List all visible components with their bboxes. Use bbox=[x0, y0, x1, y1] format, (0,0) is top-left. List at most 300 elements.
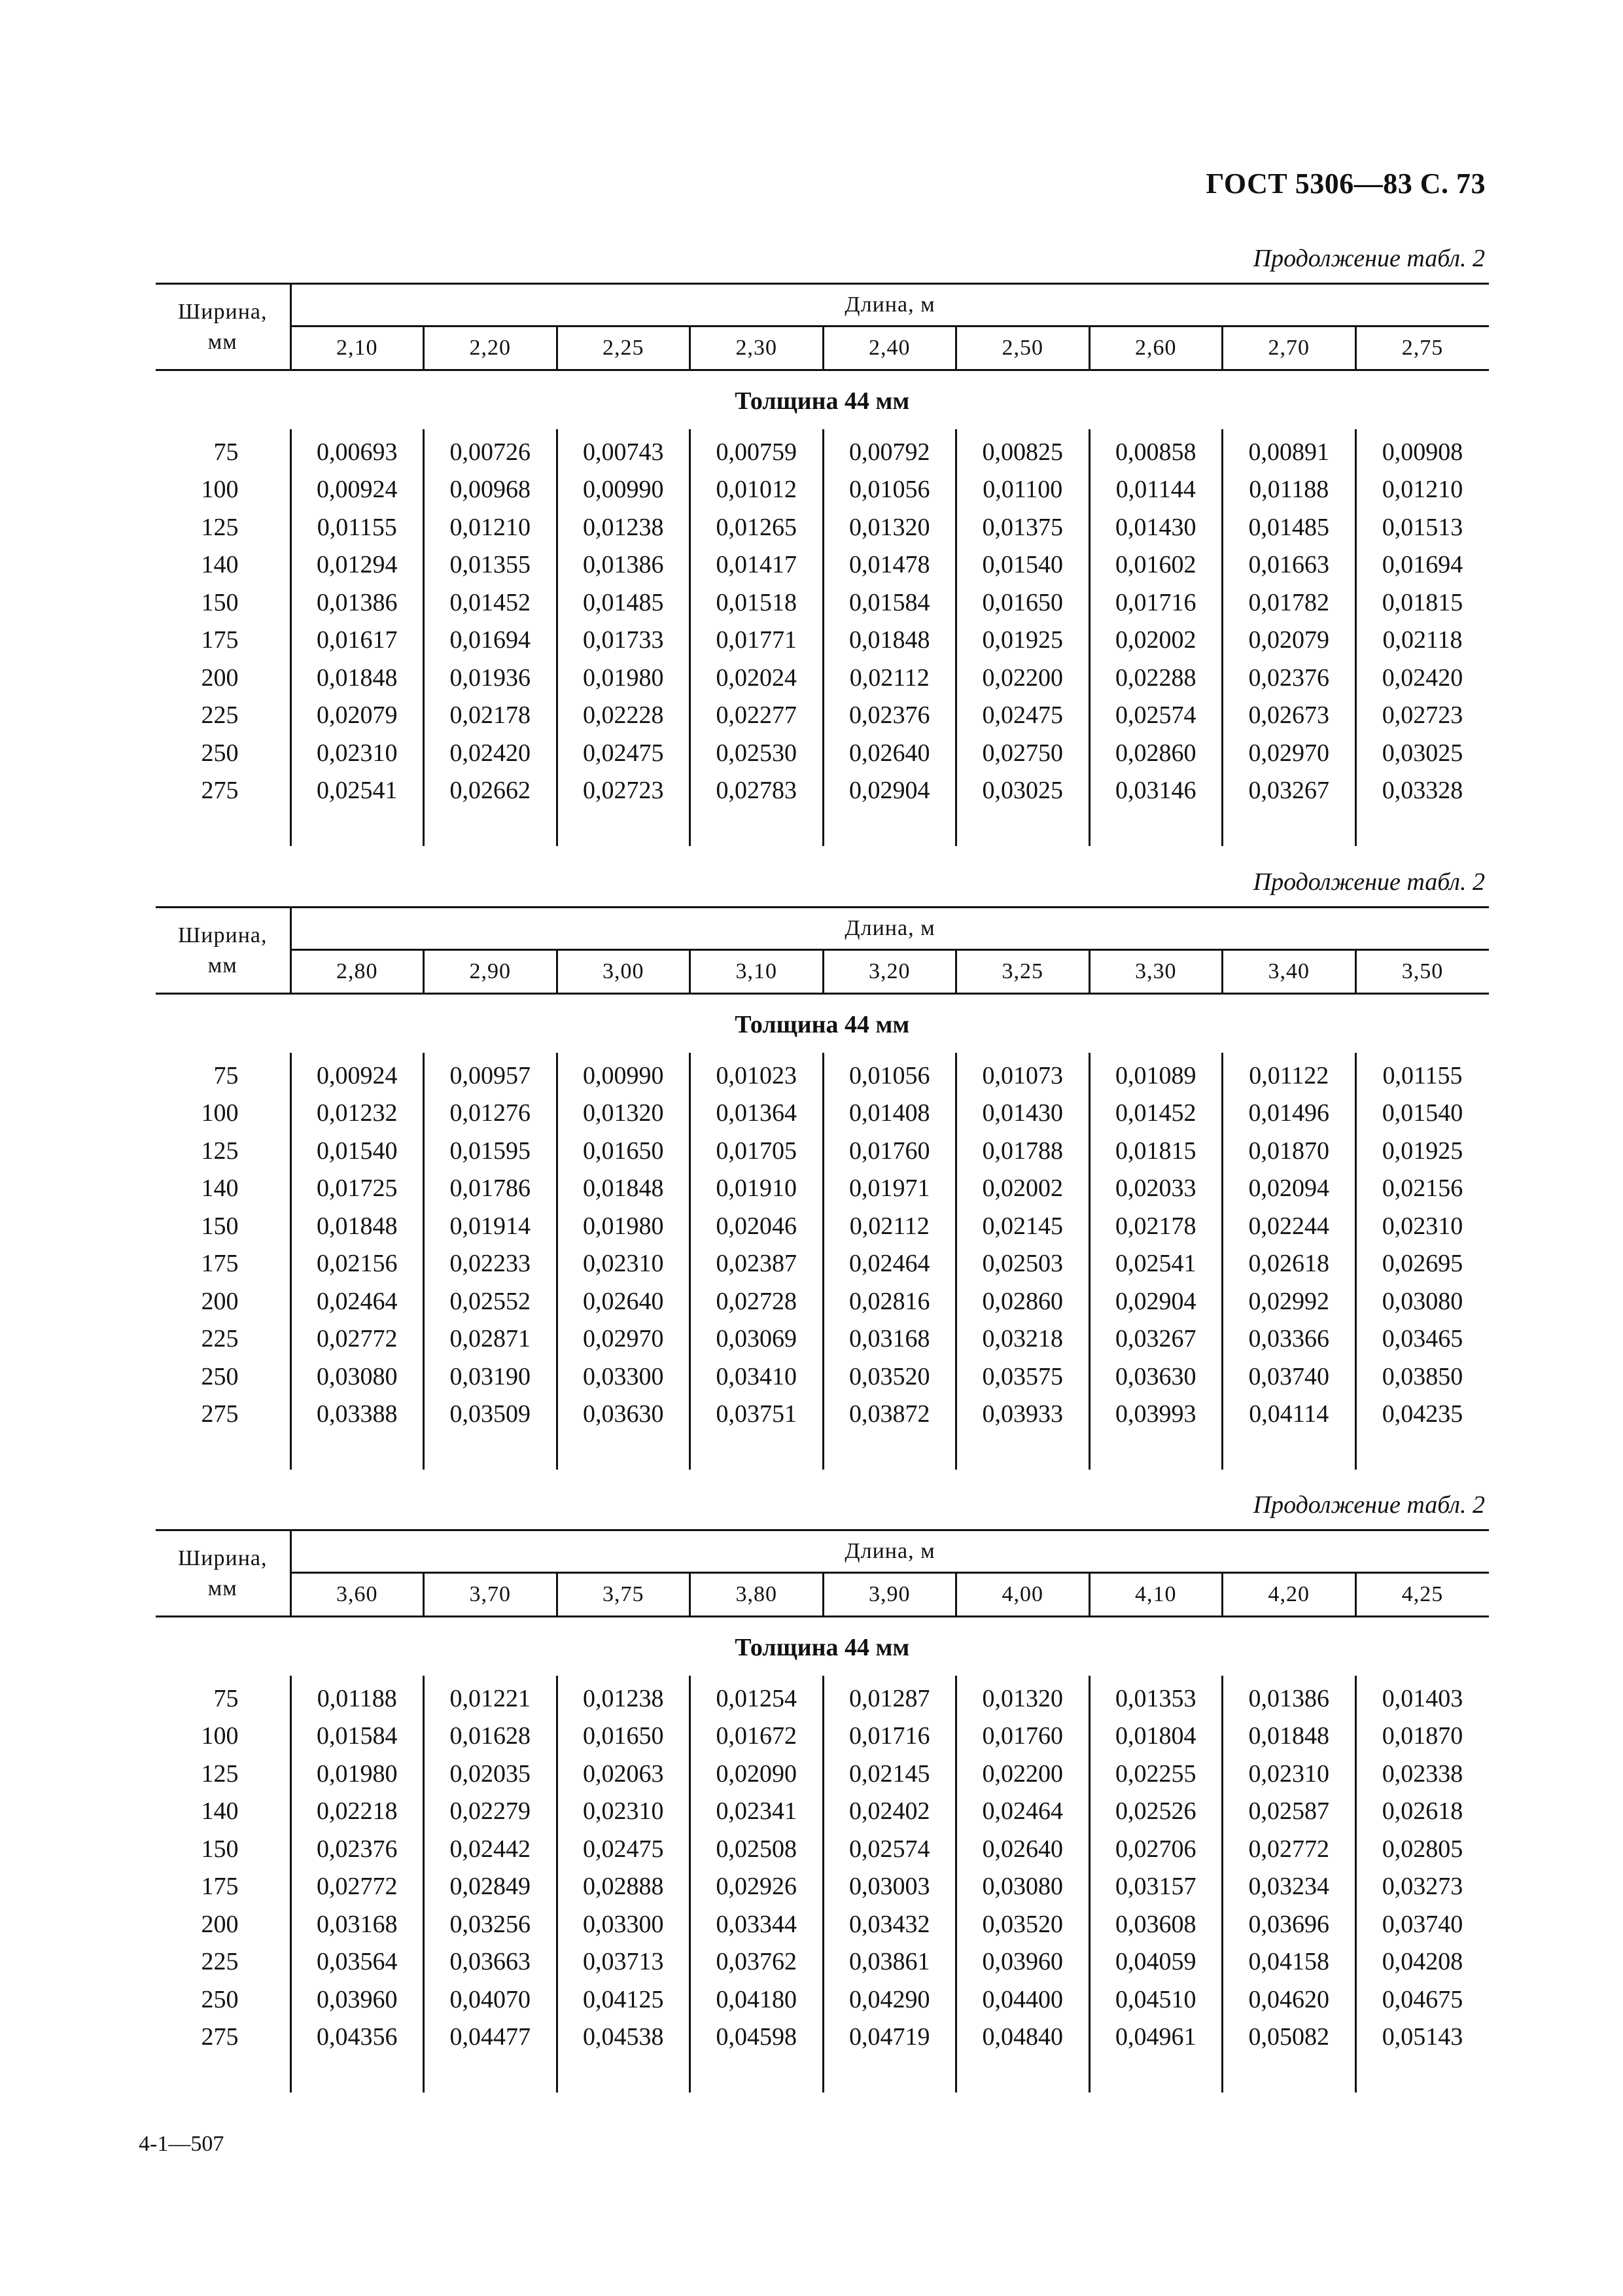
width-header-label: Ширина, bbox=[178, 299, 268, 324]
volume-value-cell: 0,04114 bbox=[1223, 1396, 1356, 1434]
volume-value-cell: 0,01210 bbox=[1355, 471, 1489, 509]
volume-value-cell: 0,03157 bbox=[1089, 1868, 1223, 1906]
volume-value-cell: 0,01518 bbox=[690, 584, 824, 622]
volume-value-cell: 0,02860 bbox=[956, 1282, 1090, 1320]
volume-value-cell: 0,01056 bbox=[823, 471, 956, 509]
volume-value-cell: 0,02640 bbox=[823, 734, 956, 772]
length-column-header: 4,25 bbox=[1355, 1573, 1489, 1617]
volume-value-cell: 0,02618 bbox=[1223, 1245, 1356, 1283]
volume-value-cell: 0,02341 bbox=[690, 1793, 824, 1831]
volume-value-cell: 0,02723 bbox=[557, 772, 690, 810]
width-value: 75 bbox=[213, 1061, 239, 1089]
volume-value-cell: 0,02279 bbox=[424, 1793, 557, 1831]
volume-value-cell: 0,02860 bbox=[1089, 734, 1223, 772]
length-column-header: 3,60 bbox=[290, 1573, 424, 1617]
table-row bbox=[156, 772, 1489, 810]
volume-value-cell: 0,00759 bbox=[690, 429, 824, 471]
volume-value-cell: 0,03509 bbox=[424, 1396, 557, 1434]
width-value: 250 bbox=[201, 1362, 239, 1390]
volume-value-cell: 0,04290 bbox=[823, 1981, 956, 2019]
volume-value-cell: 0,01782 bbox=[1223, 584, 1356, 622]
width-value: 125 bbox=[201, 513, 239, 541]
volume-value-cell: 0,01848 bbox=[823, 622, 956, 660]
length-column-header: 3,70 bbox=[424, 1573, 557, 1617]
length-column-header: 2,60 bbox=[1089, 327, 1223, 370]
volume-value-cell: 0,01540 bbox=[1355, 1095, 1489, 1133]
table-row bbox=[156, 1905, 1489, 1943]
volume-value-cell: 0,02640 bbox=[956, 1830, 1090, 1868]
width-value: 100 bbox=[201, 476, 239, 504]
volume-value-cell: 0,03960 bbox=[290, 1981, 424, 2019]
volume-value-cell: 0,02475 bbox=[557, 734, 690, 772]
volume-value-cell: 0,01804 bbox=[1089, 1718, 1223, 1756]
width-value: 75 bbox=[213, 1684, 239, 1712]
volume-value-cell: 0,01694 bbox=[424, 622, 557, 660]
volume-value-cell: 0,02079 bbox=[1223, 622, 1356, 660]
volume-value-cell: 0,03520 bbox=[956, 1905, 1090, 1943]
width-value: 275 bbox=[201, 2023, 239, 2051]
volume-value-cell: 0,02992 bbox=[1223, 1282, 1356, 1320]
width-value: 250 bbox=[201, 1985, 239, 2013]
volume-value-cell: 0,02200 bbox=[956, 659, 1090, 697]
volume-value-cell: 0,01788 bbox=[956, 1132, 1090, 1170]
volume-value-cell: 0,03663 bbox=[424, 1943, 557, 1981]
width-value: 100 bbox=[201, 1722, 239, 1750]
volume-value-cell: 0,03267 bbox=[1089, 1320, 1223, 1358]
volume-value-cell: 0,03080 bbox=[290, 1358, 424, 1396]
volume-value-cell: 0,01595 bbox=[424, 1132, 557, 1170]
volume-value-cell: 0,03080 bbox=[956, 1868, 1090, 1906]
width-value: 140 bbox=[201, 1174, 239, 1203]
length-column-header: 3,40 bbox=[1223, 950, 1356, 994]
volume-value-cell: 0,01485 bbox=[1223, 508, 1356, 546]
width-header-unit: мм bbox=[207, 953, 237, 978]
volume-value-cell: 0,02218 bbox=[290, 1793, 424, 1831]
volume-value-cell: 0,00924 bbox=[290, 471, 424, 509]
length-column-header: 3,80 bbox=[690, 1573, 824, 1617]
volume-value-cell: 0,01430 bbox=[1089, 508, 1223, 546]
length-header-row bbox=[156, 950, 1489, 994]
volume-value-cell: 0,04356 bbox=[290, 2019, 424, 2057]
volume-value-cell: 0,02033 bbox=[1089, 1170, 1223, 1208]
volume-value-cell: 0,03168 bbox=[823, 1320, 956, 1358]
volume-value-cell: 0,04840 bbox=[956, 2019, 1090, 2057]
volume-value-cell: 0,02904 bbox=[1089, 1282, 1223, 1320]
volume-value-cell: 0,03025 bbox=[1355, 734, 1489, 772]
volume-value-cell: 0,03751 bbox=[690, 1396, 824, 1434]
volume-value-cell: 0,02816 bbox=[823, 1282, 956, 1320]
volume-value-cell: 0,02255 bbox=[1089, 1755, 1223, 1793]
volume-value-cell: 0,03575 bbox=[956, 1358, 1090, 1396]
volume-value-cell: 0,02156 bbox=[290, 1245, 424, 1283]
volume-value-cell: 0,00858 bbox=[1089, 429, 1223, 471]
volume-value-cell: 0,02464 bbox=[956, 1793, 1090, 1831]
volume-value-cell: 0,02552 bbox=[424, 1282, 557, 1320]
volume-value-cell: 0,01848 bbox=[557, 1170, 690, 1208]
length-column-header: 3,75 bbox=[557, 1573, 690, 1617]
volume-value-cell: 0,02464 bbox=[823, 1245, 956, 1283]
volume-value-cell: 0,01496 bbox=[1223, 1095, 1356, 1133]
width-value: 175 bbox=[201, 626, 239, 654]
volume-value-cell: 0,02376 bbox=[1223, 659, 1356, 697]
volume-value-cell: 0,01870 bbox=[1223, 1132, 1356, 1170]
volume-value-cell: 0,02970 bbox=[1223, 734, 1356, 772]
volume-value-cell: 0,01353 bbox=[1089, 1676, 1223, 1718]
table-row bbox=[156, 1396, 1489, 1434]
volume-value-cell: 0,02871 bbox=[424, 1320, 557, 1358]
volume-value-cell: 0,02002 bbox=[1089, 622, 1223, 660]
volume-value-cell: 0,03933 bbox=[956, 1396, 1090, 1434]
volume-value-cell: 0,02387 bbox=[690, 1245, 824, 1283]
volume-value-cell: 0,04208 bbox=[1355, 1943, 1489, 1981]
volume-value-cell: 0,01910 bbox=[690, 1170, 824, 1208]
volume-value-cell: 0,02002 bbox=[956, 1170, 1090, 1208]
volume-value-cell: 0,02541 bbox=[290, 772, 424, 810]
volume-value-cell: 0,02888 bbox=[557, 1868, 690, 1906]
volume-value-cell: 0,03713 bbox=[557, 1943, 690, 1981]
table-continuation-caption: Продолжение табл. 2 bbox=[1253, 868, 1485, 896]
volume-value-cell: 0,01386 bbox=[1223, 1676, 1356, 1718]
volume-value-cell: 0,01265 bbox=[690, 508, 824, 546]
volume-value-cell: 0,00891 bbox=[1223, 429, 1356, 471]
length-column-header: 3,00 bbox=[557, 950, 690, 994]
volume-value-cell: 0,02145 bbox=[823, 1755, 956, 1793]
table-row bbox=[156, 471, 1489, 509]
volume-value-cell: 0,02970 bbox=[557, 1320, 690, 1358]
volume-value-cell: 0,01287 bbox=[823, 1676, 956, 1718]
length-column-header: 2,90 bbox=[424, 950, 557, 994]
volume-value-cell: 0,02673 bbox=[1223, 697, 1356, 735]
volume-value-cell: 0,01584 bbox=[823, 584, 956, 622]
length-column-header: 2,30 bbox=[690, 327, 824, 370]
volume-value-cell: 0,01925 bbox=[1355, 1132, 1489, 1170]
volume-value-cell: 0,03273 bbox=[1355, 1868, 1489, 1906]
volume-value-cell: 0,02376 bbox=[823, 697, 956, 735]
volume-value-cell: 0,01254 bbox=[690, 1676, 824, 1718]
volume-value-cell: 0,01100 bbox=[956, 471, 1090, 509]
table-row bbox=[156, 697, 1489, 735]
width-header-unit: мм bbox=[207, 329, 237, 354]
width-value: 100 bbox=[201, 1099, 239, 1127]
width-header-unit: мм bbox=[207, 1576, 237, 1600]
volume-value-cell: 0,05143 bbox=[1355, 2019, 1489, 2057]
width-value: 75 bbox=[213, 438, 239, 466]
volume-value-cell: 0,02574 bbox=[823, 1830, 956, 1868]
volume-value-cell: 0,01848 bbox=[290, 1207, 424, 1245]
table-rule-extension bbox=[156, 2056, 1489, 2093]
width-value: 250 bbox=[201, 739, 239, 767]
volume-value-cell: 0,02640 bbox=[557, 1282, 690, 1320]
table-row bbox=[156, 1245, 1489, 1283]
volume-value-cell: 0,04598 bbox=[690, 2019, 824, 2057]
volume-value-cell: 0,01760 bbox=[956, 1718, 1090, 1756]
volume-value-cell: 0,01364 bbox=[690, 1095, 824, 1133]
volume-value-cell: 0,01540 bbox=[956, 546, 1090, 584]
table-continuation-caption: Продолжение табл. 2 bbox=[1253, 1491, 1485, 1519]
volume-value-cell: 0,01786 bbox=[424, 1170, 557, 1208]
volume-value-cell: 0,02420 bbox=[1355, 659, 1489, 697]
volume-value-cell: 0,02112 bbox=[823, 1207, 956, 1245]
length-group-header: Длина, м bbox=[290, 1530, 1489, 1573]
volume-value-cell: 0,02805 bbox=[1355, 1830, 1489, 1868]
volume-value-cell: 0,03520 bbox=[823, 1358, 956, 1396]
volume-value-cell: 0,01073 bbox=[956, 1053, 1090, 1095]
volume-value-cell: 0,02145 bbox=[956, 1207, 1090, 1245]
volume-value-cell: 0,00957 bbox=[424, 1053, 557, 1095]
length-column-header: 2,25 bbox=[557, 327, 690, 370]
volume-value-cell: 0,02402 bbox=[823, 1793, 956, 1831]
volume-value-cell: 0,02695 bbox=[1355, 1245, 1489, 1283]
volume-value-cell: 0,03630 bbox=[557, 1396, 690, 1434]
width-column-header bbox=[156, 908, 290, 994]
volume-value-cell: 0,02233 bbox=[424, 1245, 557, 1283]
volume-value-cell: 0,00968 bbox=[424, 471, 557, 509]
volume-value-cell: 0,03256 bbox=[424, 1905, 557, 1943]
volume-value-cell: 0,02156 bbox=[1355, 1170, 1489, 1208]
volume-value-cell: 0,01012 bbox=[690, 471, 824, 509]
volume-value-cell: 0,02046 bbox=[690, 1207, 824, 1245]
volume-value-cell: 0,01663 bbox=[1223, 546, 1356, 584]
volume-value-cell: 0,01925 bbox=[956, 622, 1090, 660]
table-row bbox=[156, 659, 1489, 697]
volume-value-cell: 0,02783 bbox=[690, 772, 824, 810]
volume-value-cell: 0,01815 bbox=[1089, 1132, 1223, 1170]
volume-value-cell: 0,02200 bbox=[956, 1755, 1090, 1793]
volume-value-cell: 0,02094 bbox=[1223, 1170, 1356, 1208]
volume-value-cell: 0,03366 bbox=[1223, 1320, 1356, 1358]
volume-value-cell: 0,03993 bbox=[1089, 1396, 1223, 1434]
volume-value-cell: 0,01672 bbox=[690, 1718, 824, 1756]
volume-value-cell: 0,03564 bbox=[290, 1943, 424, 1981]
volume-value-cell: 0,01485 bbox=[557, 584, 690, 622]
volume-value-cell: 0,03465 bbox=[1355, 1320, 1489, 1358]
width-value: 125 bbox=[201, 1759, 239, 1788]
volume-value-cell: 0,02035 bbox=[424, 1755, 557, 1793]
thickness-label: Толщина 44 мм bbox=[735, 1011, 910, 1038]
table-continuation-caption: Продолжение табл. 2 bbox=[1253, 245, 1485, 272]
table-row bbox=[156, 1755, 1489, 1793]
volume-value-cell: 0,04538 bbox=[557, 2019, 690, 2057]
volume-value-cell: 0,01056 bbox=[823, 1053, 956, 1095]
table-row bbox=[156, 1053, 1489, 1095]
length-column-header: 4,00 bbox=[956, 1573, 1090, 1617]
table-row bbox=[156, 546, 1489, 584]
width-column-header bbox=[156, 284, 290, 370]
length-group-header: Длина, м bbox=[290, 284, 1489, 327]
volume-value-cell: 0,02508 bbox=[690, 1830, 824, 1868]
length-header-row bbox=[156, 1573, 1489, 1617]
volume-value-cell: 0,03850 bbox=[1355, 1358, 1489, 1396]
volume-value-cell: 0,05082 bbox=[1223, 2019, 1356, 2057]
volume-value-cell: 0,04719 bbox=[823, 2019, 956, 2057]
length-column-header: 3,90 bbox=[823, 1573, 956, 1617]
volume-value-cell: 0,02442 bbox=[424, 1830, 557, 1868]
volume-value-cell: 0,01276 bbox=[424, 1095, 557, 1133]
length-column-header: 2,70 bbox=[1223, 327, 1356, 370]
volume-value-cell: 0,02228 bbox=[557, 697, 690, 735]
volume-value-cell: 0,04675 bbox=[1355, 1981, 1489, 2019]
length-column-header: 4,20 bbox=[1223, 1573, 1356, 1617]
volume-value-cell: 0,02310 bbox=[1355, 1207, 1489, 1245]
length-column-header: 2,50 bbox=[956, 327, 1090, 370]
volume-value-cell: 0,02541 bbox=[1089, 1245, 1223, 1283]
volume-value-cell: 0,02288 bbox=[1089, 659, 1223, 697]
length-column-header: 4,10 bbox=[1089, 1573, 1223, 1617]
width-value: 125 bbox=[201, 1137, 239, 1165]
volume-value-cell: 0,01408 bbox=[823, 1095, 956, 1133]
width-value: 225 bbox=[201, 1325, 239, 1353]
volume-value-cell: 0,01155 bbox=[1355, 1053, 1489, 1095]
width-value: 150 bbox=[201, 1212, 239, 1240]
volume-value-cell: 0,02310 bbox=[557, 1793, 690, 1831]
volume-value-cell: 0,00908 bbox=[1355, 429, 1489, 471]
volume-value-cell: 0,01760 bbox=[823, 1132, 956, 1170]
length-column-header: 3,30 bbox=[1089, 950, 1223, 994]
length-column-header: 2,20 bbox=[424, 327, 557, 370]
volume-value-cell: 0,01980 bbox=[290, 1755, 424, 1793]
volume-value-cell: 0,04070 bbox=[424, 1981, 557, 2019]
volume-value-cell: 0,01815 bbox=[1355, 584, 1489, 622]
volume-value-cell: 0,01188 bbox=[1223, 471, 1356, 509]
thickness-label: Толщина 44 мм bbox=[735, 387, 910, 415]
table-block bbox=[156, 242, 1485, 846]
volume-value-cell: 0,02772 bbox=[290, 1868, 424, 1906]
volume-value-cell: 0,01320 bbox=[956, 1676, 1090, 1718]
length-header-row bbox=[156, 327, 1489, 370]
volume-value-cell: 0,01188 bbox=[290, 1676, 424, 1718]
volume-value-cell: 0,02750 bbox=[956, 734, 1090, 772]
volume-value-cell: 0,02376 bbox=[290, 1830, 424, 1868]
volume-value-cell: 0,02310 bbox=[557, 1245, 690, 1283]
volume-value-cell: 0,01430 bbox=[956, 1095, 1090, 1133]
volume-value-cell: 0,01386 bbox=[290, 584, 424, 622]
volume-value-cell: 0,01386 bbox=[557, 546, 690, 584]
table-row bbox=[156, 1282, 1489, 1320]
table-row bbox=[156, 1793, 1489, 1831]
volume-value-cell: 0,01320 bbox=[557, 1095, 690, 1133]
volume-value-cell: 0,02526 bbox=[1089, 1793, 1223, 1831]
table-row bbox=[156, 1676, 1489, 1718]
volume-value-cell: 0,04400 bbox=[956, 1981, 1090, 2019]
volume-value-cell: 0,02772 bbox=[290, 1320, 424, 1358]
volume-value-cell: 0,01144 bbox=[1089, 471, 1223, 509]
volume-value-cell: 0,03608 bbox=[1089, 1905, 1223, 1943]
width-column-header bbox=[156, 1530, 290, 1617]
volume-value-cell: 0,02587 bbox=[1223, 1793, 1356, 1831]
volume-value-cell: 0,03003 bbox=[823, 1868, 956, 1906]
table-row bbox=[156, 508, 1489, 546]
volume-value-cell: 0,00924 bbox=[290, 1053, 424, 1095]
volume-value-cell: 0,01733 bbox=[557, 622, 690, 660]
volume-value-cell: 0,02706 bbox=[1089, 1830, 1223, 1868]
volume-value-cell: 0,02277 bbox=[690, 697, 824, 735]
volume-value-cell: 0,02079 bbox=[290, 697, 424, 735]
table-row bbox=[156, 1718, 1489, 1756]
length-column-header: 2,10 bbox=[290, 327, 424, 370]
volume-value-cell: 0,01478 bbox=[823, 546, 956, 584]
volume-value-cell: 0,02574 bbox=[1089, 697, 1223, 735]
volume-value-cell: 0,03630 bbox=[1089, 1358, 1223, 1396]
volume-value-cell: 0,02849 bbox=[424, 1868, 557, 1906]
volume-value-cell: 0,01716 bbox=[1089, 584, 1223, 622]
volume-value-cell: 0,02178 bbox=[1089, 1207, 1223, 1245]
volume-value-cell: 0,01705 bbox=[690, 1132, 824, 1170]
volume-value-cell: 0,02310 bbox=[1223, 1755, 1356, 1793]
width-value: 275 bbox=[201, 777, 239, 805]
volume-value-cell: 0,03080 bbox=[1355, 1282, 1489, 1320]
volume-value-cell: 0,04235 bbox=[1355, 1396, 1489, 1434]
volume-value-cell: 0,01155 bbox=[290, 508, 424, 546]
table-row bbox=[156, 1132, 1489, 1170]
volume-value-cell: 0,01417 bbox=[690, 546, 824, 584]
width-header-label: Ширина, bbox=[178, 923, 268, 947]
volume-value-cell: 0,03872 bbox=[823, 1396, 956, 1434]
thickness-label: Толщина 44 мм bbox=[735, 1634, 910, 1661]
table-row bbox=[156, 429, 1489, 471]
width-value: 200 bbox=[201, 1910, 239, 1938]
volume-value-cell: 0,02530 bbox=[690, 734, 824, 772]
volume-value-cell: 0,02112 bbox=[823, 659, 956, 697]
volume-value-cell: 0,01980 bbox=[557, 1207, 690, 1245]
volume-value-cell: 0,01617 bbox=[290, 622, 424, 660]
volume-value-cell: 0,01452 bbox=[1089, 1095, 1223, 1133]
volume-value-cell: 0,01210 bbox=[424, 508, 557, 546]
width-value: 175 bbox=[201, 1250, 239, 1278]
volume-value-cell: 0,00990 bbox=[557, 471, 690, 509]
volume-value-cell: 0,02310 bbox=[290, 734, 424, 772]
volume-value-cell: 0,00792 bbox=[823, 429, 956, 471]
table-row bbox=[156, 1868, 1489, 1906]
volume-value-cell: 0,01848 bbox=[290, 659, 424, 697]
volume-value-cell: 0,01716 bbox=[823, 1718, 956, 1756]
volume-value-cell: 0,02926 bbox=[690, 1868, 824, 1906]
table-row bbox=[156, 1358, 1489, 1396]
width-value: 275 bbox=[201, 1400, 239, 1428]
volume-value-cell: 0,02503 bbox=[956, 1245, 1090, 1283]
page-title: ГОСТ 5306—83 С. 73 bbox=[1206, 168, 1486, 200]
volume-value-cell: 0,01650 bbox=[557, 1718, 690, 1756]
volume-value-cell: 0,04180 bbox=[690, 1981, 824, 2019]
footer-code: 4-1—507 bbox=[139, 2132, 224, 2156]
volume-value-cell: 0,03300 bbox=[557, 1905, 690, 1943]
volume-value-cell: 0,03432 bbox=[823, 1905, 956, 1943]
volume-value-cell: 0,03218 bbox=[956, 1320, 1090, 1358]
volume-value-cell: 0,01375 bbox=[956, 508, 1090, 546]
volume-value-cell: 0,01771 bbox=[690, 622, 824, 660]
volume-value-cell: 0,04620 bbox=[1223, 1981, 1356, 2019]
table-row bbox=[156, 622, 1489, 660]
volume-value-cell: 0,00726 bbox=[424, 429, 557, 471]
volume-table bbox=[156, 1529, 1489, 2093]
volume-value-cell: 0,03168 bbox=[290, 1905, 424, 1943]
volume-value-cell: 0,01355 bbox=[424, 546, 557, 584]
volume-value-cell: 0,03267 bbox=[1223, 772, 1356, 810]
table-row bbox=[156, 1095, 1489, 1133]
volume-value-cell: 0,00990 bbox=[557, 1053, 690, 1095]
width-value: 225 bbox=[201, 701, 239, 730]
volume-value-cell: 0,03025 bbox=[956, 772, 1090, 810]
width-value: 150 bbox=[201, 1835, 239, 1863]
volume-value-cell: 0,01452 bbox=[424, 584, 557, 622]
volume-value-cell: 0,01294 bbox=[290, 546, 424, 584]
volume-value-cell: 0,03740 bbox=[1355, 1905, 1489, 1943]
volume-value-cell: 0,02475 bbox=[956, 697, 1090, 735]
volume-value-cell: 0,02618 bbox=[1355, 1793, 1489, 1831]
width-value: 175 bbox=[201, 1873, 239, 1901]
volume-value-cell: 0,03762 bbox=[690, 1943, 824, 1981]
volume-value-cell: 0,00743 bbox=[557, 429, 690, 471]
volume-value-cell: 0,02118 bbox=[1355, 622, 1489, 660]
